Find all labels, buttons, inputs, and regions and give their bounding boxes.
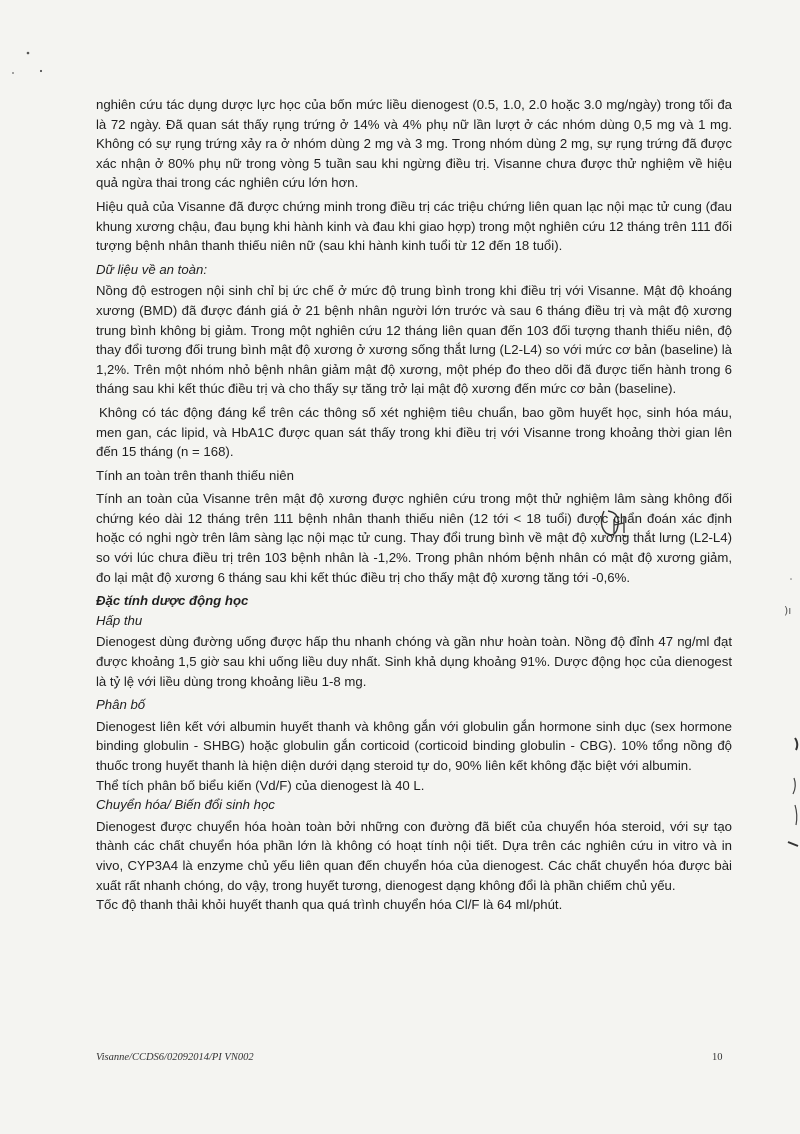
speck	[27, 52, 30, 55]
edge-mark	[793, 778, 795, 794]
speck	[12, 72, 14, 74]
edge-mark	[795, 738, 797, 750]
section-heading-pharmacokinetics: Đặc tính dược động học	[96, 593, 249, 609]
subheading-absorption: Hấp thu	[96, 612, 143, 628]
paragraph: Tốc độ thanh thải khỏi huyết thanh qua quá trình chuyển hóa Cl/F là 64 ml/phút.	[96, 897, 563, 913]
subheading-safety-data: Dữ liệu về an toàn:	[96, 261, 207, 277]
paragraph: Tính an toàn của Visanne trên mật độ xương được nghiên cứu trong một thử nghiệm lâm sàng không đối chứng kéo dài 12 tháng trên 111 bệnh nhân thanh thiếu niên (12 tới < 18 tuổi) được chẩn đoán xác định hoặc có nghi ngờ trên lâm sàng lạc nội mạc tử cung. Thay đổi trung bình về mật độ xương thắt lưng (L2-L4) so với lúc chưa điều trị trên 103 bệnh nhân là -1,2%. Trong phân nhóm bệnh nhân có mật độ xương giảm, đo lại mật độ xương 6 tháng sau khi kết thúc điều trị cho thấy mật độ xương tăng tới -0,6%.	[96, 491, 732, 585]
subheading-adolescent-safety: Tính an toàn trên thanh thiếu niên	[96, 467, 294, 483]
edge-mark	[795, 805, 797, 825]
paragraph: Thể tích phân bố biểu kiến (Vd/F) của dienogest là 40 L.	[96, 777, 425, 793]
paragraph: Nồng độ estrogen nội sinh chỉ bị ức chế ở mức độ trung bình trong khi điều trị với Visanne. Mật độ khoáng xương (BMD) đã được đánh giá ở 21 bệnh nhân người lớn trước và sau 6 tháng điều trị và mật độ xương trung bình không bị giảm. Trong một nghiên cứu 12 tháng liên quan đến 103 đối tượng thanh thiếu niên, độ thay đổi tương đối trung bình mật độ xương ở xương sống thắt lưng (L2-L4) so với mức cơ bản (baseline) là 1,2%. Trên một nhóm nhỏ bệnh nhân giảm mật độ xương, một phép đo theo dõi đã được tiến hành trong 6 tháng sau khi kết thúc điều trị và cho thấy sự tăng trở lại mật độ xương đến mức cơ bản (baseline).	[96, 283, 732, 397]
page-number: 10	[712, 1052, 723, 1063]
subheading-metabolism: Chuyển hóa/ Biến đổi sinh học	[96, 797, 275, 813]
document-body	[96, 95, 732, 919]
paragraph: Dienogest liên kết với albumin huyết thanh và không gắn với globulin gắn hormone sinh dục (sex hormone binding globulin - SHBG) hoặc globulin gắn corticoid (corticoid binding globulin - CBG). 10% tổng nồng độ thuốc trong huyết thanh là hiện diện dưới dạng steroid tự do, 90% liên kết không đặc biệt với albumin.	[96, 718, 732, 773]
edge-mark	[788, 842, 798, 846]
speck	[790, 578, 792, 580]
edge-mark: )ı	[784, 604, 792, 617]
paragraph: Dienogest dùng đường uống được hấp thu nhanh chóng và gần như hoàn toàn. Nồng độ đỉnh 47 ng/ml đạt được khoảng 1,5 giờ sau khi uống liều duy nhất. Sinh khả dụng khoảng 91%. Dược động học của dienogest là tỷ lệ với liều dùng trong khoảng liều 1-8 mg.	[96, 634, 732, 689]
subheading-distribution: Phân bố	[96, 697, 146, 713]
paragraph: Hiệu quả của Visanne đã được chứng minh trong điều trị các triệu chứng liên quan lạc nội mạc tử cung (đau khung xương chậu, đau bụng khi hành kinh và đau khi giao hợp) trong một nghiên cứu 12 tháng trên 111 đối tượng bệnh nhân thanh thiếu niên nữ (sau khi hành kinh tuổi từ 12 đến 18 tuổi).	[96, 198, 732, 254]
paragraph: Dienogest được chuyển hóa hoàn toàn bởi những con đường đã biết của chuyển hóa steroid, với sự tạo thành các chất chuyển hóa phần lớn là không có hoạt tính nội tiết. Dựa trên các nghiên cứu in vitro và in vivo, CYP3A4 là enzyme chủ yếu liên quan đến chuyển hóa của dienogest. Các chất chuyển hóa được bài xuất rất nhanh chóng, do vậy, trong huyết tương, dienogest dạng không đổi là phần chiếm chủ yếu.	[96, 818, 732, 893]
paragraph: nghiên cứu tác dụng dược lực học của bốn mức liều dienogest (0.5, 1.0, 2.0 hoặc 3.0 mg/ngày) trong tối đa là 72 ngày. Đã quan sát thấy rụng trứng ở 14% và 4% phụ nữ lần lượt ở các nhóm dùng 0,5 mg và 1 mg. Không có sự rụng trứng xảy ra ở nhóm dùng 2 mg và 3 mg. Trong nhóm dùng 2 mg, sự rụng trứng đã được xác nhận ở 80% phụ nữ trong vòng 5 tuần sau khi ngừng điều trị. Visanne chưa được thử nghiệm về hiệu quả ngừa thai trong các nghiên cứu lớn hơn.	[96, 97, 732, 191]
paragraph: Không có tác động đáng kể trên các thông số xét nghiệm tiêu chuẩn, bao gồm huyết học, sinh hóa máu, men gan, các lipid, và HbA1C được quan sát thấy trong khi điều trị với Visanne trong khoảng thời gian lên đến 15 tháng (n = 168).	[96, 404, 732, 460]
speck	[40, 70, 42, 72]
footer-document-code: Visanne/CCDS6/02092014/PI VN002	[96, 1052, 254, 1063]
